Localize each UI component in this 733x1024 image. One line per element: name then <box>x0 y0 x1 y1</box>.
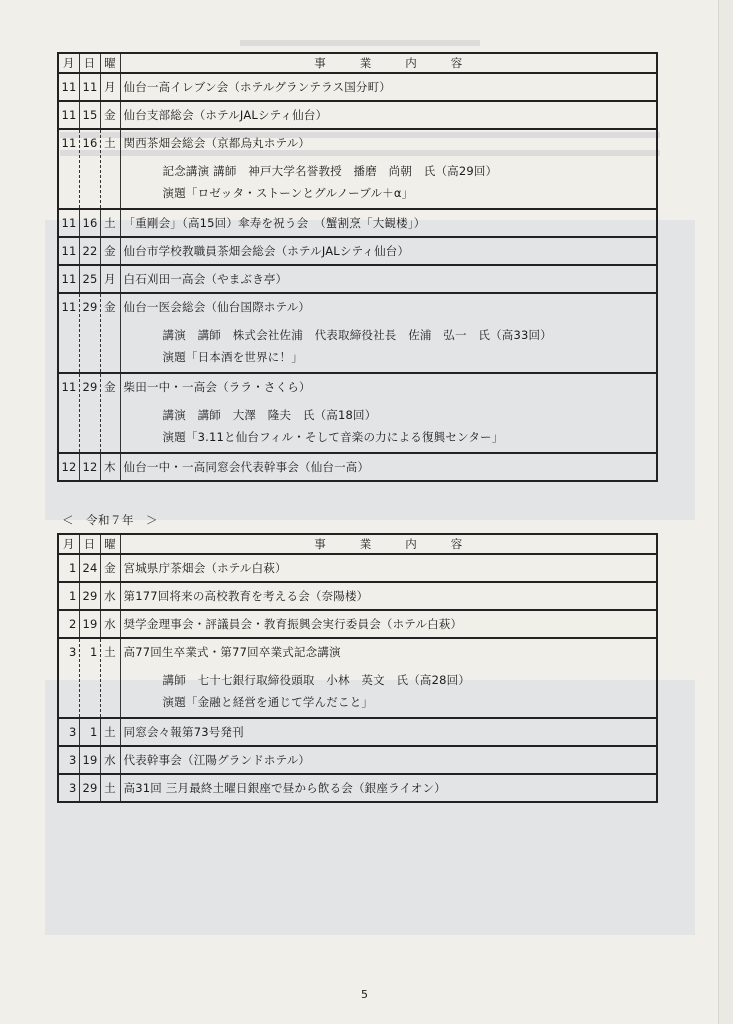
event-row <box>58 73 657 101</box>
event-day: 1 <box>79 638 100 718</box>
event-content <box>120 73 657 101</box>
event-row <box>58 237 657 265</box>
event-day: 29 <box>79 373 100 453</box>
event-content <box>120 101 657 129</box>
event-detail-line: 講演 講師 大澤 隆夫 氏（高18回） <box>162 408 377 422</box>
event-weekday: 金 <box>100 293 120 373</box>
event-title: 仙台市学校教職員茶畑会総会（ホテルJALシティ仙台） <box>123 244 410 258</box>
event-month: 3 <box>58 774 79 802</box>
event-day: 15 <box>79 101 100 129</box>
event-month: 11 <box>58 129 79 209</box>
event-title: 代表幹事会（江陽グランドホテル） <box>123 753 311 767</box>
event-content <box>120 582 657 610</box>
event-weekday: 金 <box>100 554 120 582</box>
event-title: 同窓会々報第73号発刊 <box>123 725 244 739</box>
event-month: 2 <box>58 610 79 638</box>
event-weekday: 土 <box>100 638 120 718</box>
schedule-table-1 <box>57 52 658 482</box>
event-title: 高31回 三月最終土曜日銀座で昼から飲る会（銀座ライオン） <box>123 781 446 795</box>
event-month: 11 <box>58 101 79 129</box>
event-content <box>120 718 657 746</box>
event-detail-line: 講師 七十七銀行取締役頭取 小林 英文 氏（高28回） <box>162 673 471 687</box>
event-content <box>120 237 657 265</box>
event-weekday: 月 <box>100 265 120 293</box>
event-day: 19 <box>79 746 100 774</box>
event-weekday: 土 <box>100 209 120 237</box>
event-title: 関西茶畑会総会（京都烏丸ホテル） <box>123 136 311 150</box>
event-day: 16 <box>79 129 100 209</box>
event-title: 仙台一医会総会（仙台国際ホテル） <box>123 300 311 314</box>
event-row <box>58 129 657 209</box>
event-weekday: 土 <box>100 774 120 802</box>
event-title: 柴田一中・一高会（ララ・さくら） <box>123 380 311 394</box>
event-day: 22 <box>79 237 100 265</box>
event-month: 3 <box>58 746 79 774</box>
event-month: 11 <box>58 373 79 453</box>
event-day: 29 <box>79 774 100 802</box>
event-title: 仙台一中・一高同窓会代表幹事会（仙台一高） <box>123 460 370 474</box>
schedule-table-2 <box>57 533 658 803</box>
event-row <box>58 373 657 453</box>
event-month: 11 <box>58 265 79 293</box>
event-month: 1 <box>58 582 79 610</box>
event-row <box>58 746 657 774</box>
event-weekday: 土 <box>100 718 120 746</box>
event-day: 1 <box>79 718 100 746</box>
show-through-text <box>240 40 480 46</box>
event-weekday: 金 <box>100 237 120 265</box>
header-day: 日 <box>79 53 100 73</box>
event-weekday: 金 <box>100 101 120 129</box>
event-day: 24 <box>79 554 100 582</box>
event-month: 11 <box>58 209 79 237</box>
event-title: 高77回生卒業式・第77回卒業式記念講演 <box>123 645 341 659</box>
event-content <box>120 453 657 481</box>
event-row <box>58 453 657 481</box>
header-month: 月 <box>58 53 79 73</box>
event-content <box>120 373 657 453</box>
table-header-row <box>58 53 657 73</box>
event-month: 1 <box>58 554 79 582</box>
event-month: 3 <box>58 718 79 746</box>
event-weekday: 木 <box>100 453 120 481</box>
page-number: 5 <box>361 988 368 1001</box>
event-day: 19 <box>79 610 100 638</box>
header-weekday: 曜 <box>100 534 120 554</box>
event-title: 仙台一高イレブン会（ホテルグランテラス国分町） <box>123 80 391 94</box>
event-detail-line: 講演 講師 株式会社佐浦 代表取締役社長 佐浦 弘一 氏（高33回） <box>162 328 552 342</box>
event-month: 12 <box>58 453 79 481</box>
event-title: 白石刈田一高会（やまぶき亭） <box>123 272 288 286</box>
event-month: 3 <box>58 638 79 718</box>
event-content <box>120 638 657 718</box>
event-content <box>120 610 657 638</box>
event-weekday: 水 <box>100 746 120 774</box>
event-title: 奨学金理事会・評議員会・教育振興会実行委員会（ホテル白萩） <box>123 617 463 631</box>
event-day: 16 <box>79 209 100 237</box>
event-content <box>120 746 657 774</box>
event-month: 11 <box>58 293 79 373</box>
event-row <box>58 554 657 582</box>
event-content <box>120 265 657 293</box>
header-content: 事業内容 <box>120 534 657 554</box>
header-content: 事業内容 <box>120 53 657 73</box>
header-month: 月 <box>58 534 79 554</box>
event-row <box>58 774 657 802</box>
event-day: 29 <box>79 582 100 610</box>
event-detail-line: 演題「ロゼッタ・ストーンとグルノーブル＋α」 <box>162 186 414 200</box>
event-content <box>120 554 657 582</box>
event-month: 11 <box>58 237 79 265</box>
event-detail-line: 記念講演 講師 神戸大学名誉教授 播磨 尚朝 氏（高29回） <box>162 164 498 178</box>
event-weekday: 月 <box>100 73 120 101</box>
event-content <box>120 209 657 237</box>
event-row <box>58 209 657 237</box>
event-month: 11 <box>58 73 79 101</box>
table-header-row <box>58 534 657 554</box>
event-title: 宮城県庁茶畑会（ホテル白萩） <box>123 561 287 575</box>
event-detail-line: 演題「金融と経営を通じて学んだこと」 <box>162 695 374 709</box>
header-weekday: 曜 <box>100 53 120 73</box>
event-title: 「重剛会」（高15回）傘寿を祝う会 （蟹割烹「大観楼」） <box>123 216 426 230</box>
event-row <box>58 265 657 293</box>
event-day: 25 <box>79 265 100 293</box>
era-label: ＜ 令和７年 ＞ <box>62 513 158 527</box>
event-row <box>58 101 657 129</box>
page-edge <box>718 0 733 1024</box>
event-detail-line: 演題「日本酒を世界に！」 <box>162 350 303 364</box>
event-weekday: 水 <box>100 610 120 638</box>
event-day: 29 <box>79 293 100 373</box>
event-row <box>58 638 657 718</box>
event-row <box>58 582 657 610</box>
event-title: 仙台支部総会（ホテルJALシティ仙台） <box>123 108 328 122</box>
event-detail-line: 演題「3.11と仙台フィル・そして音楽の力による復興センター」 <box>162 430 504 444</box>
event-weekday: 土 <box>100 129 120 209</box>
event-weekday: 水 <box>100 582 120 610</box>
event-row <box>58 610 657 638</box>
header-day: 日 <box>79 534 100 554</box>
event-content <box>120 774 657 802</box>
event-content <box>120 129 657 209</box>
event-row <box>58 718 657 746</box>
event-day: 12 <box>79 453 100 481</box>
event-row <box>58 293 657 373</box>
event-day: 11 <box>79 73 100 101</box>
event-content <box>120 293 657 373</box>
event-weekday: 金 <box>100 373 120 453</box>
event-title: 第177回将来の高校教育を考える会（奈陽楼） <box>123 589 369 603</box>
